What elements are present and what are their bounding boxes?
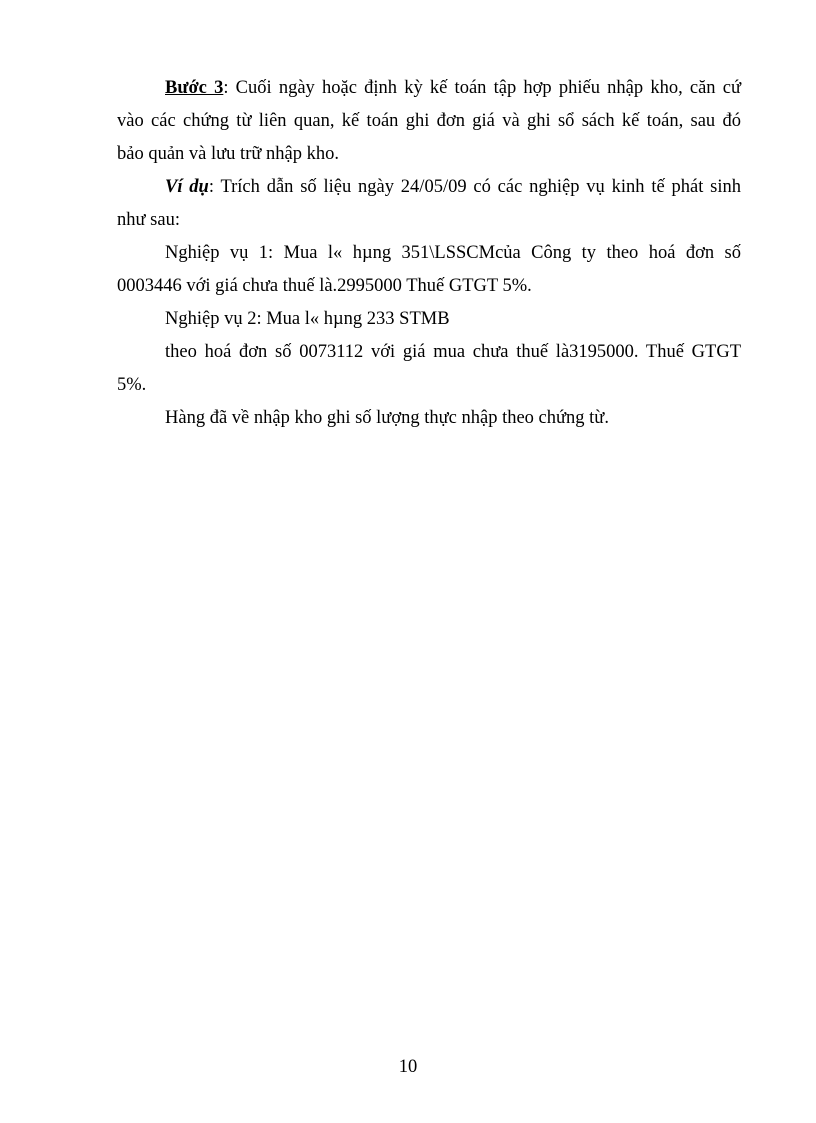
transaction2-line3: 5%. — [117, 375, 147, 395]
example-paragraph-line1 — [117, 171, 741, 204]
closing-paragraph: Hàng đã về nhập kho ghi số lượng thực nhập theo chứng từ. — [165, 408, 609, 428]
step3-label: Bước 3 — [165, 78, 224, 98]
step3-text-line1: : Cuối ngày hoặc định kỳ kế toán tập hợp phiếu nhập kho, căn cứ — [223, 78, 741, 98]
transaction2-line2: theo hoá đơn số 0073112 với giá mua chưa thuế là3195000. Thuế GTGT — [165, 342, 741, 362]
transaction1-line2: 0003446 với giá chưa thuế là.2995000 Thuế GTGT 5%. — [117, 276, 532, 296]
transaction2-line1: Nghiệp vụ 2: Mua l« hµng 233 STMB — [165, 309, 450, 329]
example-text-line1: : Trích dẫn số liệu ngày 24/05/09 có các nghiệp vụ kinh tế phát sinh — [208, 177, 741, 197]
example-text-line2: như sau: — [117, 210, 180, 230]
transaction1-line1: Nghiệp vụ 1: Mua l« hµng 351\LSSCMcủa Công ty theo hoá đơn số — [165, 243, 741, 263]
example-label: Ví dụ — [165, 177, 209, 197]
step3-paragraph-line1 — [117, 72, 741, 105]
document-body — [117, 72, 741, 435]
page-number: 10 — [398, 1057, 418, 1077]
step3-text-line3: bảo quản và lưu trữ nhập kho. — [117, 144, 339, 164]
step3-text-line2: vào các chứng từ liên quan, kế toán ghi đơn giá và ghi sổ sách kế toán, sau đó — [117, 111, 741, 131]
